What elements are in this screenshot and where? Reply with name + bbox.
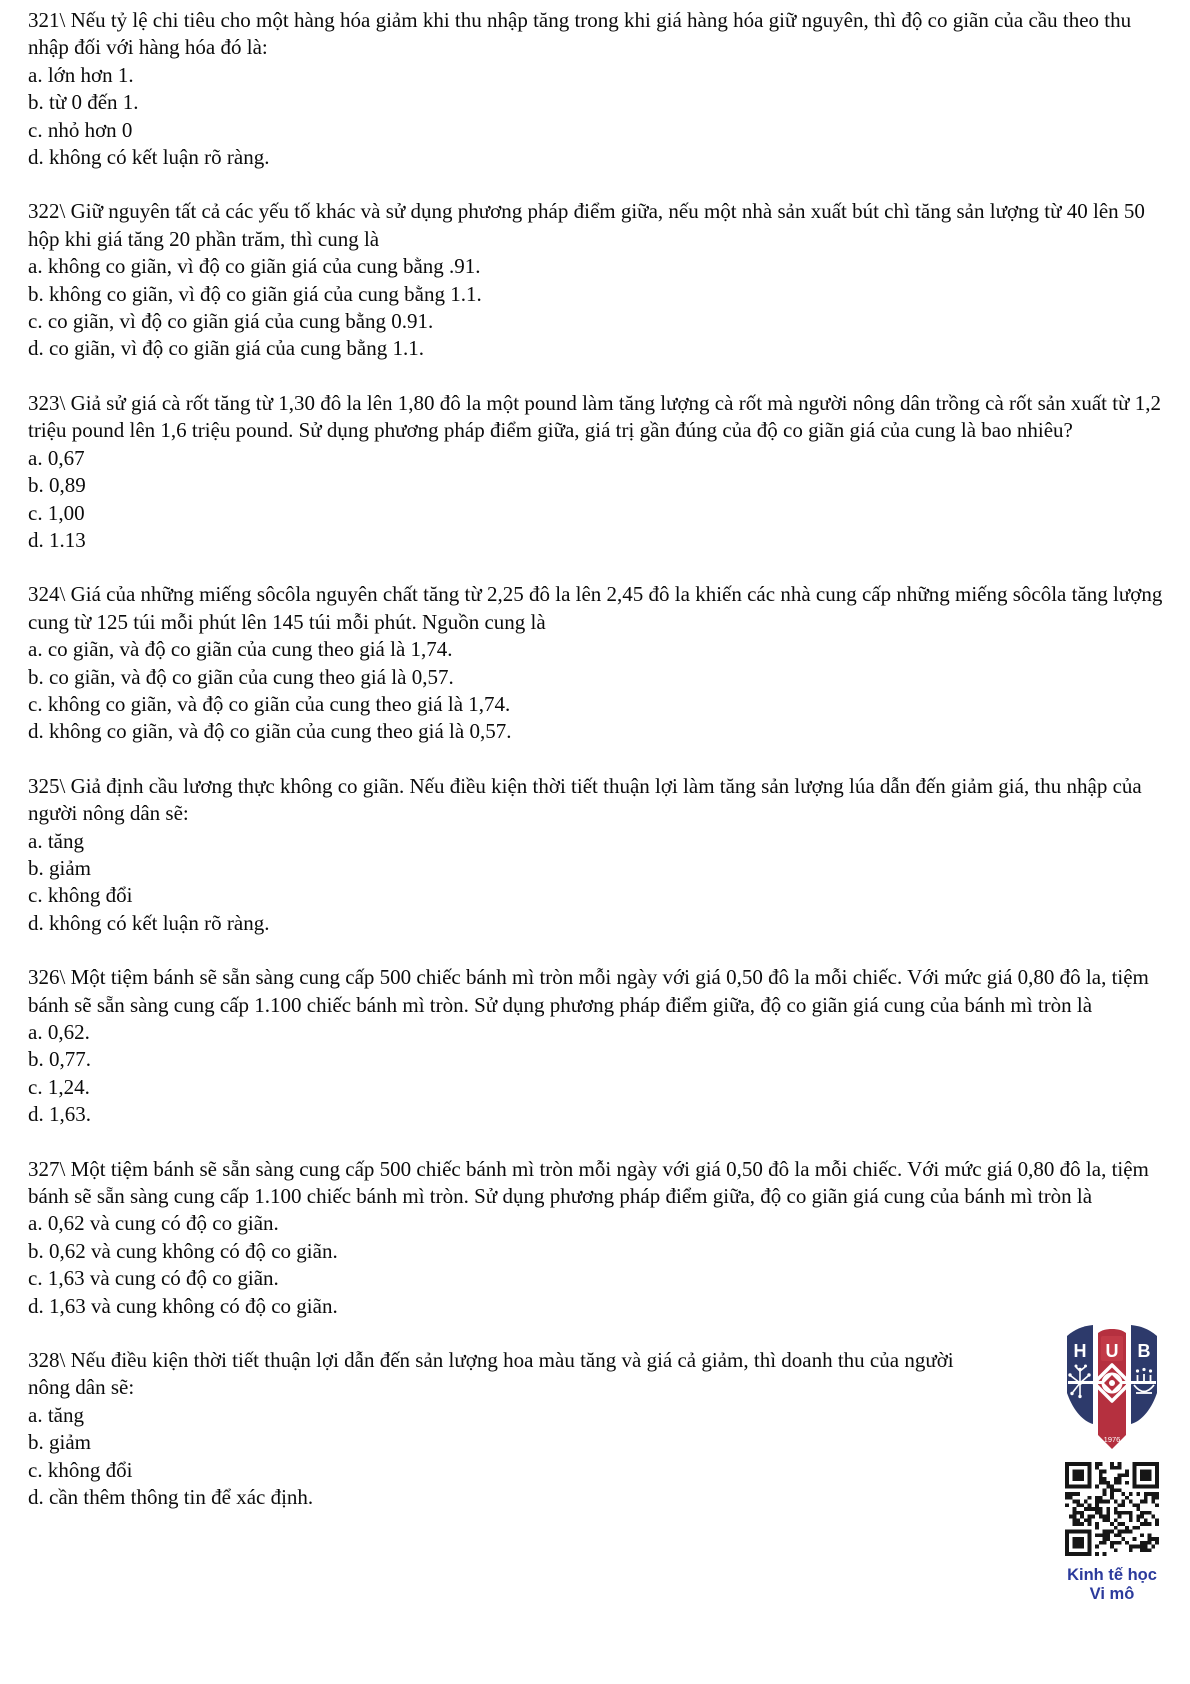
option-a: a. 0,62 và cung có độ co giãn. <box>28 1211 279 1236</box>
question-322 <box>28 198 1166 362</box>
option-c: c. 1,24. <box>28 1074 90 1099</box>
option-b: b. giảm <box>28 855 91 880</box>
question-text: 328\ Nếu điều kiện thời tiết thuận lợi dẫn đến sản lượng hoa màu tăng và giá cả giảm, thì doanh thu của người nông dân sẽ: <box>28 1348 954 1400</box>
option-b: b. giảm <box>28 1430 91 1455</box>
option-c: c. không đổi <box>28 883 133 908</box>
question-text: 322\ Giữ nguyên tất cả các yếu tố khác và sử dụng phương pháp điểm giữa, nếu một nhà sản xuất bút chì tăng sản lượng từ 40 lên 50 hộp khi giá tăng 20 phần trăm, thì cung là <box>28 199 1145 251</box>
option-d: d. 1.13 <box>28 527 86 552</box>
question-text: 327\ Một tiệm bánh sẽ sẵn sàng cung cấp 500 chiếc bánh mì tròn mỗi ngày với giá 0,50 đô la mỗi chiếc. Với mức giá 0,80 đô la, tiệm bánh sẽ sẵn sàng cung cấp 1.100 chiếc bánh mì tròn. Sử dụng phương pháp điểm giữa, độ co giãn giá cung của bánh mì tròn là <box>28 1156 1149 1209</box>
option-b: b. không co giãn, vì độ co giãn giá của cung bằng 1.1. <box>28 281 482 306</box>
question-328 <box>28 1347 1166 1511</box>
option-d: d. co giãn, vì độ co giãn giá của cung bằng 1.1. <box>28 336 424 361</box>
option-b: b. 0,62 và cung không có độ co giãn. <box>28 1238 338 1263</box>
question-text: 321\ Nếu tỷ lệ chi tiêu cho một hàng hóa giảm khi thu nhập tăng trong khi giá hàng hóa giữ nguyên, thì độ co giãn của cầu theo thu nhập đối với hàng hóa đó là: <box>28 8 1132 60</box>
question-text: 323\ Giả sử giá cà rốt tăng từ 1,30 đô la lên 1,80 đô la một pound làm tăng lượng cà rốt mà người nông dân trồng cà rốt sản xuất từ 1,2 triệu pound lên 1,6 triệu pound. Sử dụng phương pháp điểm giữa, giá trị gần đúng của độ co giãn giá của cung là bao nhiêu? <box>28 390 1161 443</box>
question-324 <box>28 581 1166 745</box>
option-b: b. từ 0 đến 1. <box>28 90 139 115</box>
option-d: d. không có kết luận rõ ràng. <box>28 910 270 935</box>
caption-line-2: Vi mô <box>1089 1585 1135 1603</box>
option-c: c. không đổi <box>28 1457 133 1482</box>
option-a: a. 0,62. <box>28 1020 90 1044</box>
option-a: a. co giãn, và độ co giãn của cung theo giá là 1,74. <box>28 637 453 662</box>
question-325 <box>28 773 1166 937</box>
option-c: c. nhỏ hơn 0 <box>28 117 133 142</box>
option-b: b. 0,77. <box>28 1047 91 1072</box>
question-text: 326\ Một tiệm bánh sẽ sẵn sàng cung cấp 500 chiếc bánh mì tròn mỗi ngày với giá 0,50 đô la mỗi chiếc. Với mức giá 0,80 đô la, tiệm bánh sẽ sẵn sàng cung cấp 1.100 chiếc bánh mì tròn. Sử dụng phương pháp điểm giữa, độ co giãn giá cung của bánh mì tròn là <box>28 965 1149 1017</box>
hub-logo <box>1064 1321 1160 1455</box>
option-b: b. co giãn, và độ co giãn của cung theo giá là 0,57. <box>28 664 454 689</box>
option-d: d. cần thêm thông tin để xác định. <box>28 1485 314 1510</box>
question-text: 324\ Giá của những miếng sôcôla nguyên chất tăng từ 2,25 đô la lên 2,45 đô la khiến các nhà cung cấp những miếng sôcôla tăng lượng cung từ 125 túi mỗi phút lên 145 túi mỗi phút. Nguồn cung là <box>28 582 1163 634</box>
option-a: a. tăng <box>28 828 84 853</box>
question-321 <box>28 7 1166 171</box>
brand-block <box>1062 1321 1162 1604</box>
option-d: d. không có kết luận rõ ràng. <box>28 145 270 170</box>
logo-caption <box>1062 1566 1162 1604</box>
question-326 <box>28 964 1166 1128</box>
logo-letter-b: B <box>1137 1341 1151 1361</box>
option-d: d. 1,63 và cung không có độ co giãn. <box>28 1293 338 1318</box>
question-327 <box>28 1156 1166 1320</box>
option-d: d. không co giãn, và độ co giãn của cung theo giá là 0,57. <box>28 719 512 744</box>
option-c: c. co giãn, vì độ co giãn giá của cung bằng 0.91. <box>28 309 434 334</box>
question-text: 325\ Giả định cầu lương thực không co giãn. Nếu điều kiện thời tiết thuận lợi làm tăng sản lượng lúa dẫn đến giảm giá, thu nhập của người nông dân sẽ: <box>28 773 1142 826</box>
question-323 <box>28 390 1166 554</box>
option-d: d. 1,63. <box>28 1102 91 1127</box>
question-list <box>28 7 1166 1512</box>
logo-letter-u: U <box>1105 1341 1119 1361</box>
option-c: c. không co giãn, và độ co giãn của cung theo giá là 1,74. <box>28 691 511 716</box>
logo-letter-h: H <box>1073 1341 1087 1361</box>
option-b: b. 0,89 <box>28 473 86 498</box>
option-a: a. lớn hơn 1. <box>28 62 134 87</box>
option-a: a. không co giãn, vì độ co giãn giá của cung bằng .91. <box>28 254 481 279</box>
logo-year: 1976 <box>1103 1435 1121 1444</box>
option-a: a. 0,67 <box>28 445 85 470</box>
option-c: c. 1,00 <box>28 500 85 525</box>
caption-line-1: Kinh tế học <box>1067 1566 1157 1584</box>
option-a: a. tăng <box>28 1402 84 1427</box>
option-c: c. 1,63 và cung có độ co giãn. <box>28 1266 279 1291</box>
qr-code <box>1065 1462 1159 1556</box>
